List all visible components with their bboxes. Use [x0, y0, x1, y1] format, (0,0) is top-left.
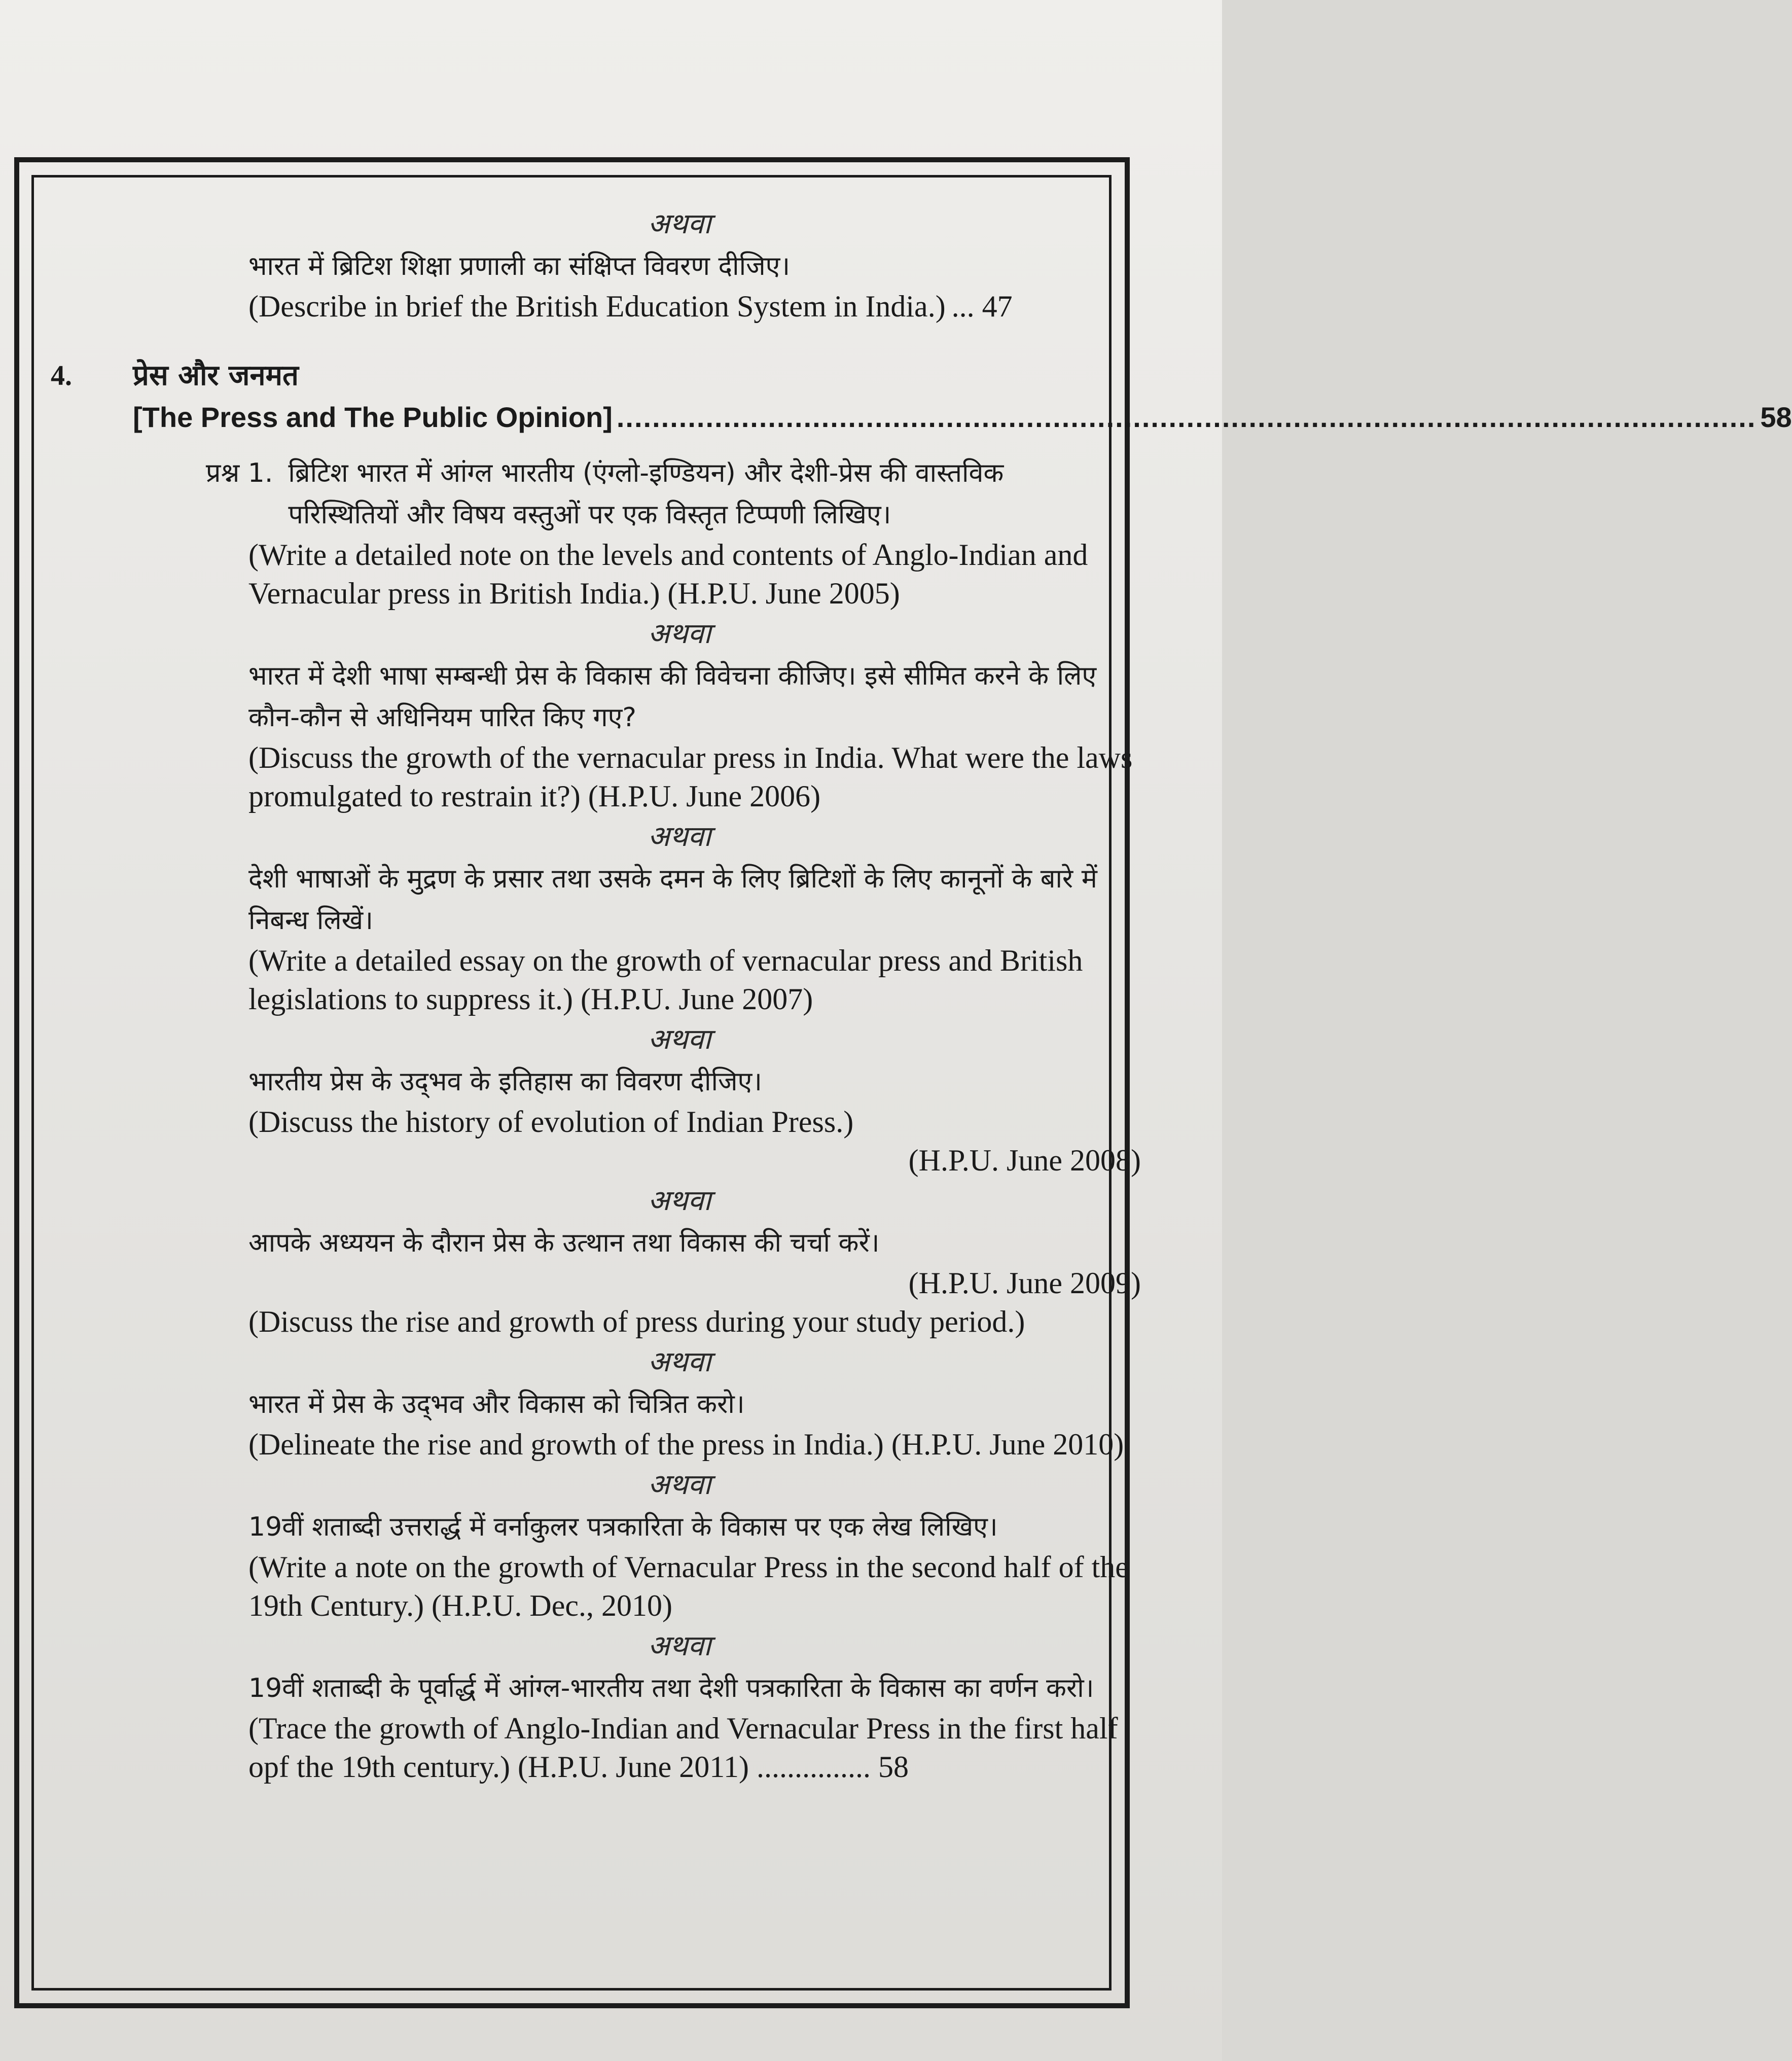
toc-content [51, 203, 1792, 1786]
q1-item-4-reference: (H.P.U. June 2009) [908, 1266, 1141, 1300]
ch3-hindi-question: भारत में ब्रिटिश शिक्षा प्रणाली का संक्षिप्त विवरण दीजिए। [248, 251, 791, 281]
athva-divider: अथवा [648, 820, 711, 853]
chapter-title-hindi: प्रेस और जनमत [133, 359, 299, 392]
q1-page-number: 58 [878, 1750, 909, 1784]
athva-divider: अथवा [648, 1023, 711, 1056]
chapter-4-heading[interactable] [51, 355, 1792, 438]
athva-divider: अथवा [648, 1345, 711, 1378]
q1-item-0-english: (Write a detailed note on the levels and contents of Anglo-Indian and Vernacular press in British India.) (H.P.U. June 2005) [248, 538, 1088, 610]
athva-divider: अथवा [648, 1184, 711, 1217]
q1-item-5-hindi: भारत में प्रेस के उद्‌भव और विकास को चित्रित करो। [248, 1389, 745, 1419]
q1-item-1-hindi: भारत में देशी भाषा सम्बन्धी प्रेस के विकास की विवेचना कीजिए। इसे सीमित करने के लिए कौन-कौन से अधिनियम पारित किए गए? [248, 661, 1097, 733]
q1-item-4-hindi: आपके अध्ययन के दौरान प्रेस के उत्थान तथा विकास की चर्चा करें। [248, 1228, 880, 1258]
chapter-page-number: 58 [1760, 401, 1792, 433]
ch3-page-number: ... 47 [951, 290, 1013, 323]
ch3-english-question: (Describe in brief the British Education System in India.) [248, 290, 946, 323]
q1-item-4-english: (Discuss the rise and growth of press during your study period.) [248, 1305, 1025, 1338]
leader-dots: ................................................................................................................................ [616, 401, 1757, 433]
chapter-title-english-line [133, 397, 1792, 438]
leader-dots: ............... [749, 1750, 879, 1784]
q1-item-6-hindi: 19वीं शताब्दी उत्तरार्द्ध में वर्नाकुलर पत्रकारिता के विकास पर एक लेख लिखिए। [248, 1512, 998, 1542]
q1-item-7-hindi: 19वीं शताब्दी के पूर्वार्द्ध में आंग्ल-भारतीय तथा देशी पत्रकारिता के विकास का वर्णन करो। [248, 1673, 1094, 1703]
q1-item-3-hindi: भारतीय प्रेस के उद्‌भव के इतिहास का विवरण दीजिए। [248, 1067, 763, 1097]
q1-item-0-hindi: ब्रिटिश भारत में आंग्ल भारतीय (एंग्लो-इण्डियन) और देशी-प्रेस की वास्तविक परिस्थितियों और विषय वस्तुओं पर एक विस्तृत टिप्पणी लिखिए। [288, 458, 1004, 530]
q1-item-1-english: (Discuss the growth of the vernacular press in India. What were the laws promulgated to restrain it?) (H.P.U. June 2006) [248, 741, 1133, 813]
q1-item-5-english: (Delineate the rise and growth of the press in India.) (H.P.U. June 2010) [248, 1428, 1124, 1461]
q1-item-7-english: (Trace the growth of Anglo-Indian and Vernacular Press in the first half opf the 19th century.) (H.P.U. June 2011) [248, 1712, 1118, 1784]
q1-item-2-hindi: देशी भाषाओं के मुद्रण के प्रसार तथा उसके दमन के लिए ब्रिटिशों के लिए कानूनों के बारे में निबन्ध लिखें। [248, 864, 1097, 936]
ch3-english-question-line [248, 287, 1141, 326]
q1-item-2-english: (Write a detailed essay on the growth of vernacular press and British legislations to suppress it.) (H.P.U. June 2007) [248, 944, 1083, 1016]
q1-item-6-english: (Write a note on the growth of Vernacular Press in the second half of the 19th Century.) (H.P.U. Dec., 2010) [248, 1550, 1129, 1622]
question-1 [51, 452, 1095, 536]
q1-item-3-reference: (H.P.U. June 2008) [908, 1144, 1141, 1177]
q1-item-7-english-wrap [248, 1709, 1141, 1786]
athva-divider: अथवा [648, 617, 711, 650]
q1-item-3-english: (Discuss the history of evolution of Indian Press.) [248, 1105, 854, 1139]
athva-divider: अथवा [648, 207, 711, 240]
question-label: प्रश्न 1. [205, 458, 273, 488]
chapter-number: 4. [51, 360, 72, 392]
athva-divider: अथवा [648, 1629, 711, 1662]
chapter-title-english: [The Press and The Public Opinion] [133, 401, 613, 433]
athva-divider: अथवा [648, 1468, 711, 1501]
